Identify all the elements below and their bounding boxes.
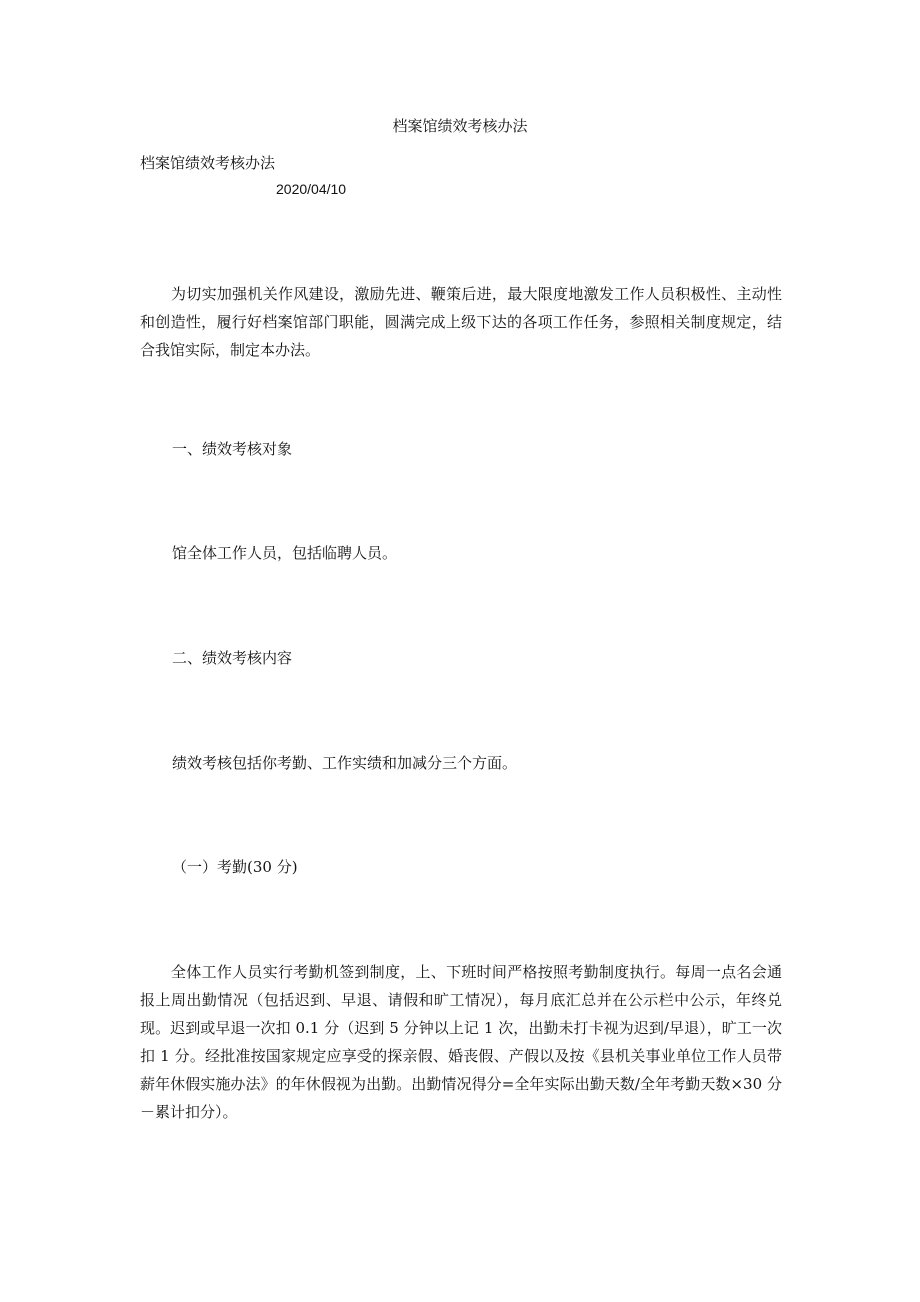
attendance-paragraph: 全体工作人员实行考勤机签到制度，上、下班时间严格按照考勤制度执行。每周一点名会通报上周出勤情况（包括迟到、早退、请假和旷工情况），每月底汇总并在公示栏中公示，年终兑现。迟到或早退一次扣 0.1 分（迟到 5 分钟以上记 1 次，出勤未打卡视为迟到/早退），旷工一次扣 1 分。经批准按国家规定应享受的探亲假、婚丧假、产假以及按《县机关事业单位工作人员带薪年休假实施办法》的年休假视为出勤。出勤情况得分=全年实际出勤天数/全年考勤天数×30 分－累计扣分）。 xyxy=(140,963,782,1121)
section-heading-targets: 一、绩效考核对象 xyxy=(172,440,293,458)
document-subtitle: 档案馆绩效考核办法 xyxy=(140,154,276,172)
intro-paragraph: 为切实加强机关作风建设，激励先进、鞭策后进，最大限度地激发工作人员积极性、主动性和创造性，履行好档案馆部门职能，圆满完成上级下达的各项工作任务，参照相关制度规定，结合我馆实际，制定本办法。 xyxy=(140,285,782,359)
document-title: 档案馆绩效考核办法 xyxy=(392,117,528,135)
document-date: 2020/04/10 xyxy=(276,181,347,197)
section-body-targets: 馆全体工作人员，包括临聘人员。 xyxy=(172,544,398,562)
section-heading-content: 二、绩效考核内容 xyxy=(172,649,293,667)
section-body-content: 绩效考核包括你考勤、工作实绩和加减分三个方面。 xyxy=(172,754,518,772)
subsection-heading-attendance: （一）考勤(30 分) xyxy=(172,858,298,876)
